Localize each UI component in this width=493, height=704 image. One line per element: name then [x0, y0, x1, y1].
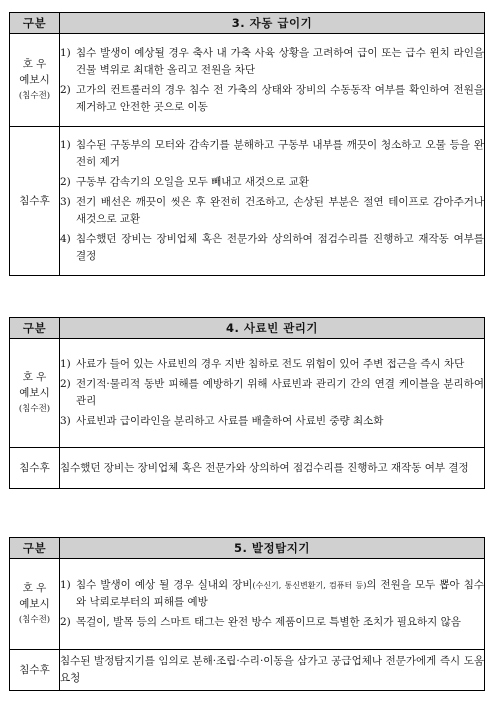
before-flood-label: 호 우 예보시 (침수전) [10, 34, 60, 127]
list-item: 3) 전기 배선은 깨끗이 씻은 후 완전히 건조하고, 손상된 부분은 절연 테이프로 감아주거나 새것으로 교환 [60, 196, 484, 225]
after-flood-content: 침수했던 장비는 장비업체 혹은 전문가와 상의하여 점검수리를 진행하고 재작동 여부 결정 [60, 448, 485, 489]
list-item: 1) 침수 발생이 예상될 경우 축사 내 가축 사육 상황을 고려하여 급이 또는 급수 윈치 라인을 건물 벽위로 최대한 올리고 전원을 차단 [60, 46, 484, 76]
after-flood-label: 침수후 [10, 650, 60, 691]
section-title: 3. 자동 급이기 [60, 13, 485, 34]
list-item: 2) 전기적·물리적 동반 피해를 예방하기 위해 사료빈과 관리기 간의 연결 케이블을 분리하여 관리 [60, 378, 484, 407]
list-item: 4) 침수했던 장비는 장비업체 혹은 전문가와 상의하여 점검수리를 진행하고 재작동 여부를 결정 [60, 233, 484, 262]
list-item: 1) 침수 발생이 예상 될 경우 실내외 장비(수신기, 통신변환기, 컴퓨터 등)의 전원을 모두 뽑아 침수와 낙뢰로부터의 피해를 예방 [60, 579, 484, 608]
list-item: 2) 고가의 컨트롤러의 경우 침수 전 가축의 상태와 장비의 수동동작 여부를 확인하여 전원을 제거하고 안전한 곳으로 이동 [60, 83, 484, 113]
list-item: 3) 사료빈과 급이라인을 분리하고 사료를 배출하여 사료빈 중량 최소화 [60, 415, 384, 427]
section-title: 5. 발정탐지기 [60, 538, 485, 559]
header-category: 구분 [10, 13, 60, 34]
header-category: 구분 [10, 318, 60, 339]
section-feed-bin-manager [9, 317, 485, 489]
section-estrus-detector [9, 537, 485, 691]
header-category: 구분 [10, 538, 60, 559]
after-flood-label: 침수후 [10, 448, 60, 489]
list-item: 2) 구동부 감속기의 오일을 모두 빼내고 새것으로 교환 [60, 176, 310, 188]
after-flood-content [60, 127, 485, 276]
after-flood-label: 침수후 [10, 127, 60, 276]
before-flood-content [60, 339, 485, 448]
after-flood-content: 침수된 발정탐지기를 임의로 분해·조립·수리·이동을 삼가고 공급업체나 전문가에게 즉시 도움 요청 [60, 650, 485, 691]
list-item: 1) 침수된 구동부의 모터와 감속기를 분해하고 구동부 내부를 깨끗이 청소하고 오물 등을 완전히 제거 [60, 139, 484, 168]
before-flood-label: 호 우 예보시 (침수전) [10, 559, 60, 650]
before-flood-content [60, 34, 485, 127]
before-flood-content [60, 559, 485, 650]
list-item: 2) 목걸이, 발목 등의 스마트 태그는 완전 방수 제품이므로 특별한 조치가 필요하지 않음 [60, 616, 461, 628]
before-flood-label: 호 우 예보시 (침수전) [10, 339, 60, 448]
section-title: 4. 사료빈 관리기 [60, 318, 485, 339]
section-auto-feeder [9, 12, 485, 276]
list-item: 1) 사료가 들어 있는 사료빈의 경우 지반 침하로 전도 위험이 있어 주변 접근을 즉시 차단 [60, 358, 465, 370]
